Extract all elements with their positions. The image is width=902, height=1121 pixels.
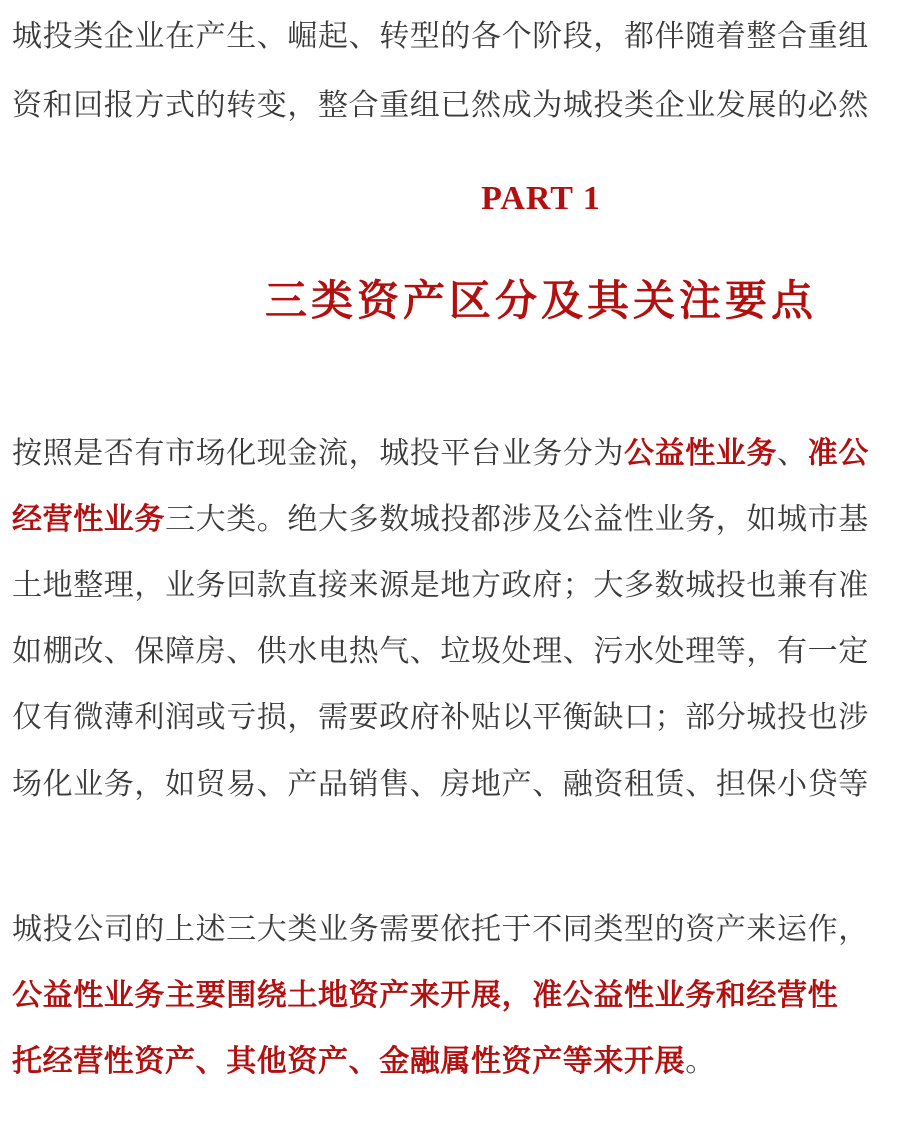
highlight-asset-types: 托经营性资产、其他资产、金融属性资产等来开展 (12, 1044, 686, 1079)
para1-line-2 (12, 500, 869, 540)
para2-line-2: 公益性业务主要围绕土地资产来开展，准公益性业务和经营性 (12, 978, 839, 1013)
para2-period: 。 (685, 1044, 716, 1079)
para1-line-6: 场化业务，如贸易、产品销售、房地产、融资租赁、担保小贷等 (12, 767, 869, 802)
intro-line-2: 资和回报方式的转变，整合重组已然成为城投类企业发展的必然 (12, 88, 869, 123)
section-title: 三类资产区分及其关注要点 (264, 276, 817, 325)
para1-line-3: 土地整理，业务回款直接来源是地方政府；大多数城投也兼有准 (12, 568, 869, 603)
highlight-public-welfare: 公益性业务 (624, 436, 777, 471)
para1-line-1 (12, 434, 869, 474)
highlight-operating: 经营性业务 (12, 502, 165, 537)
para1-line-5: 仅有微薄利润或亏损，需要政府补贴以平衡缺口；部分城投也涉 (12, 700, 869, 735)
para2-line-1: 城投公司的上述三大类业务需要依托于不同类型的资产来运作， (12, 912, 869, 947)
para1-separator: 、 (777, 436, 808, 471)
para1-text: 按照是否有市场化现金流，城投平台业务分为 (12, 436, 624, 471)
para2-line-3 (12, 1042, 716, 1082)
para1-line-4: 如棚改、保障房、供水电热气、垃圾处理、污水处理等，有一定 (12, 634, 869, 669)
highlight-quasi-public: 准公 (807, 436, 869, 471)
intro-line-1: 城投类企业在产生、崛起、转型的各个阶段，都伴随着整合重组 (12, 19, 869, 54)
part-label: PART 1 (481, 180, 601, 217)
para1-text: 三大类。绝大多数城投都涉及公益性业务，如城市基 (165, 502, 869, 537)
